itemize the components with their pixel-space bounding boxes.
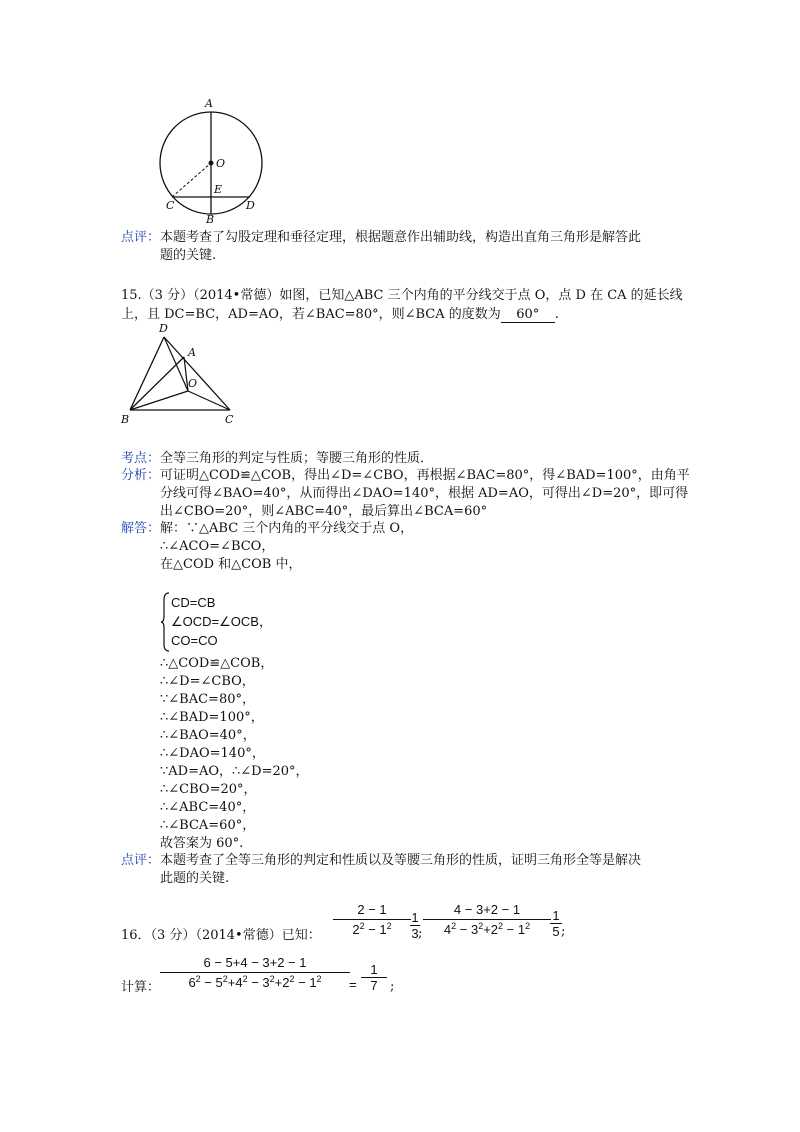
q15-review-line2: 此题的关键. (160, 871, 230, 886)
q15-solution-line1 (121, 520, 413, 538)
fraction-1-numerator: 2 − 1 (357, 902, 387, 917)
result-numerator: 1 (411, 910, 419, 925)
solution-step: 故答案为 60°. (160, 836, 244, 851)
fraction-2 (423, 902, 551, 939)
point-d-label: D (159, 322, 168, 335)
solution-step: ∴∠BAO=40°， (160, 728, 256, 743)
equals-sign: = (349, 977, 357, 992)
answer-denominator: 7 (370, 978, 378, 993)
answer-fraction (361, 962, 387, 993)
result-denominator: 5 (552, 924, 560, 939)
separator: ; (390, 979, 395, 994)
solution-step: ∵AD=AO，∴∠D=20°， (160, 764, 309, 779)
review-text: 本题考查了全等三角形的判定和性质以及等腰三角形的性质，证明三角形全等是解决 (160, 853, 642, 868)
q15-stem-line1: 15.（3 分）（2014•常德）如图，已知△ABC 三个内角的平分线交于点 O，点 D 在 CA 的延长线 (121, 288, 683, 303)
analysis-text: 可证明△COD≌△COB，得出∠D=∠CBO，再根据∠BAC=80°，得∠BAD=100°，由角平 (160, 468, 690, 483)
q15-analysis-line1 (121, 467, 690, 485)
point-d-label: D (246, 199, 255, 212)
solution-step: ∴∠ACO=∠BCO， (160, 539, 275, 554)
fraction-3 (160, 955, 350, 992)
q15-stem-end: . (554, 307, 559, 322)
point-c-label: C (225, 413, 234, 426)
q15-analysis-line2: 分线可得∠BAO=40°，从而得出∠DAO=140°，根据 AD=AO，可得出∠D=20°，即可得 (160, 486, 689, 501)
answer-blank: 60° (501, 307, 555, 323)
analysis-label: 分析： (121, 468, 161, 483)
fraction-1 (333, 902, 411, 939)
result-denominator: 3 (411, 926, 419, 941)
solution-step: ∴△COD≌△COB， (160, 656, 274, 671)
solution-step: ∴∠BCA=60°， (160, 818, 256, 833)
solution-step: ∴∠DAO=140°， (160, 746, 265, 761)
solution-step: ∴∠ABC=40°， (160, 800, 256, 815)
answer-numerator: 1 (370, 962, 378, 977)
q14-review-line1 (121, 229, 641, 247)
separator: ; (561, 924, 566, 939)
point-b-label: B (121, 413, 130, 426)
fraction-1-denominator: $2^2 - 1^2$ (352, 921, 392, 937)
solution-step: ∴∠CBO=20°， (160, 782, 257, 797)
review-label: 点评： (121, 853, 161, 868)
q14-review-line2: 题的关键. (160, 248, 217, 263)
q15-stem-line2 (121, 306, 559, 324)
topic-text: 全等三角形的判定与性质；等腰三角形的性质． (160, 451, 434, 466)
q16-calc-label: 计算： (121, 980, 161, 995)
fraction-3-denominator: $6^2 - 5^2+4^2 - 3^2+2^2 - 1^2$ (188, 974, 322, 990)
q15-topic (121, 450, 433, 468)
point-e-label: E (214, 183, 223, 196)
brace-row-3: CO=CO (171, 633, 218, 648)
point-c-label: C (166, 199, 175, 212)
q15-stem-text: 上，且 DC=BC，AD=AO，若∠BAC=80°，则∠BCA 的度数为 (121, 307, 501, 322)
point-o-label: O (216, 157, 226, 170)
q15-review-line1 (121, 852, 641, 870)
solution-step: ∵∠BAC=80°， (160, 692, 255, 707)
result-numerator: 1 (552, 908, 560, 923)
review-label: 点评： (121, 230, 161, 245)
separator: ; (418, 926, 423, 941)
brace-row-2: ∠OCD=∠OCB， (171, 614, 272, 629)
brace-symbol (160, 592, 170, 652)
q16-stem: 16．（3 分）（2014•常德）已知： (121, 928, 321, 943)
solution-step: 在△COD 和△COB 中， (160, 557, 302, 572)
fraction-3-numerator: 6 − 5+4 − 3+2 − 1 (203, 955, 307, 970)
q15-analysis-line3: 出∠CBO=20°，则∠ABC=40°，最后算出∠BCA=60° (160, 504, 488, 519)
fraction-2-denominator: $4^2 - 3^2+2^2 - 1^2$ (443, 921, 531, 937)
topic-label: 考点： (121, 451, 161, 466)
fraction-2-numerator: 4 − 3+2 − 1 (453, 902, 521, 917)
point-b-label: B (206, 213, 215, 226)
point-a-label: A (188, 346, 196, 359)
solution-text: 解：∵△ABC 三个内角的平分线交于点 O， (160, 521, 414, 536)
review-text: 本题考查了勾股定理和垂径定理，根据题意作出辅助线，构造出直角三角形是解答此 (160, 230, 642, 245)
point-a-label: A (205, 97, 213, 110)
solution-step: ∴∠BAD=100°， (160, 710, 264, 725)
point-o-label: O (188, 377, 198, 390)
solution-step: ∴∠D=∠CBO， (160, 674, 255, 689)
brace-row-1: CD=CB (171, 595, 216, 610)
solution-label: 解答： (121, 521, 161, 536)
